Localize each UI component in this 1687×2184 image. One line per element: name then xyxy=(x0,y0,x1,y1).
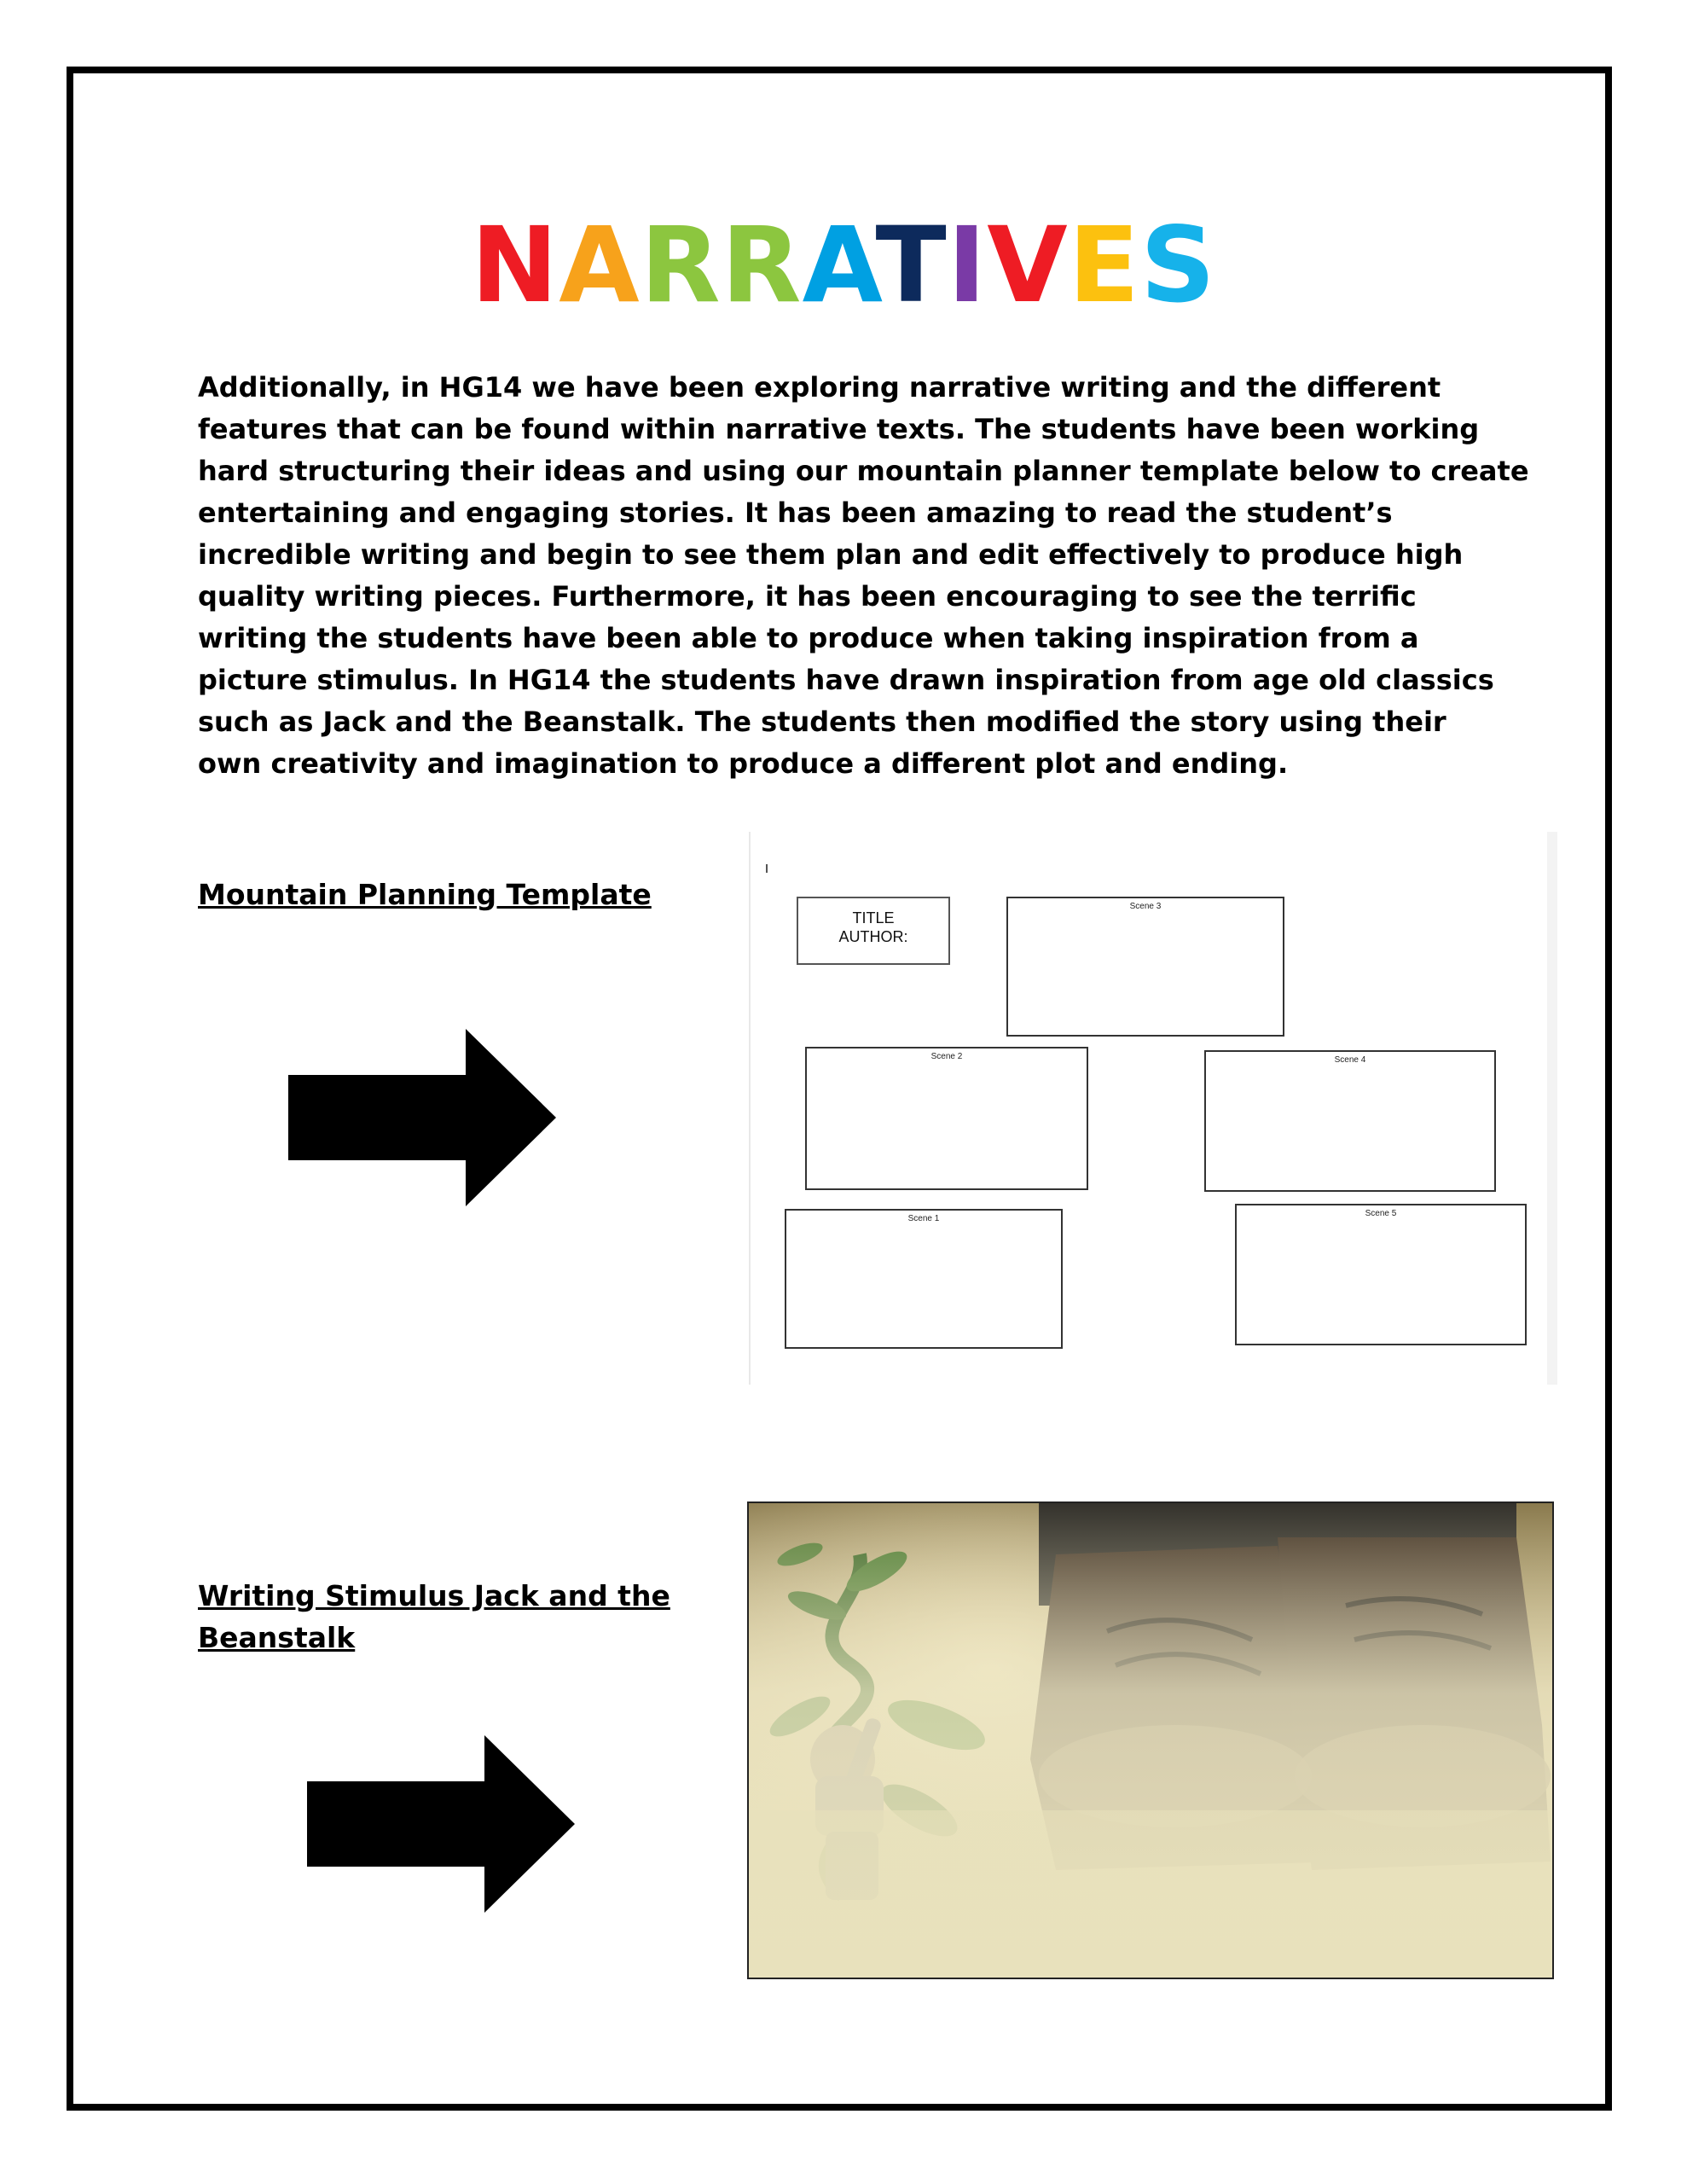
paragraph-line: entertaining and engaging stories. It has been amazing to read the student’s xyxy=(198,497,1393,529)
title-letter: E xyxy=(1068,205,1140,326)
scene-3-box xyxy=(1006,897,1284,1037)
writing-stimulus-heading-line1: Writing Stimulus Jack and the xyxy=(198,1579,670,1612)
paragraph-line: Additionally, in HG14 we have been exploring narrative writing and the different xyxy=(198,371,1441,404)
writing-stimulus-heading-line2: Beanstalk xyxy=(198,1621,356,1654)
paragraph-line: features that can be found within narrative texts. The students have been working xyxy=(198,413,1480,445)
intro-paragraph xyxy=(198,367,1529,785)
title-letter: T xyxy=(875,205,948,326)
right-arrow-icon xyxy=(288,1029,556,1206)
author-label: AUTHOR: xyxy=(838,928,908,945)
paragraph-line: picture stimulus. In HG14 the students have drawn inspiration from age old classics xyxy=(198,664,1494,696)
mountain-planner-image xyxy=(749,832,1557,1385)
paragraph-line: writing the students have been able to produce when taking inspiration from a xyxy=(198,622,1419,654)
scene-4-box xyxy=(1204,1050,1496,1192)
title-letter: A xyxy=(802,205,876,326)
page-title xyxy=(0,205,1687,326)
title-letter: S xyxy=(1139,205,1216,326)
title-letter: N xyxy=(471,205,559,326)
title-letter: V xyxy=(987,205,1069,326)
title-label: TITLE xyxy=(852,909,895,926)
scene-3-label: Scene 3 xyxy=(1129,902,1162,911)
paragraph-line: incredible writing and begin to see them plan and edit effectively to produce high xyxy=(198,538,1464,571)
title-letter: A xyxy=(559,205,641,326)
jack-beanstalk-stimulus-image xyxy=(747,1502,1554,1979)
title-letter: R xyxy=(640,205,722,326)
paragraph-line: hard structuring their ideas and using our mountain planner template below to create xyxy=(198,455,1529,487)
right-arrow-icon xyxy=(307,1735,575,1913)
title-letter: R xyxy=(721,205,803,326)
paragraph-line: own creativity and imagination to produce a different plot and ending. xyxy=(198,747,1289,780)
paragraph-line: such as Jack and the Beanstalk. The students then modified the story using their xyxy=(198,706,1446,738)
scene-1-box xyxy=(785,1209,1063,1349)
writing-stimulus-heading xyxy=(198,1575,670,1658)
scene-2-label: Scene 2 xyxy=(930,1052,963,1061)
scene-2-box xyxy=(805,1047,1088,1190)
scene-5-label: Scene 5 xyxy=(1365,1209,1397,1218)
title-author-box xyxy=(797,897,950,965)
paragraph-line: quality writing pieces. Furthermore, it has been encouraging to see the terrific xyxy=(198,580,1417,613)
scene-1-label: Scene 1 xyxy=(907,1214,940,1223)
scene-4-label: Scene 4 xyxy=(1334,1055,1366,1065)
scene-5-box xyxy=(1235,1204,1527,1345)
title-letter: I xyxy=(947,205,988,326)
mountain-template-heading: Mountain Planning Template xyxy=(198,878,652,911)
